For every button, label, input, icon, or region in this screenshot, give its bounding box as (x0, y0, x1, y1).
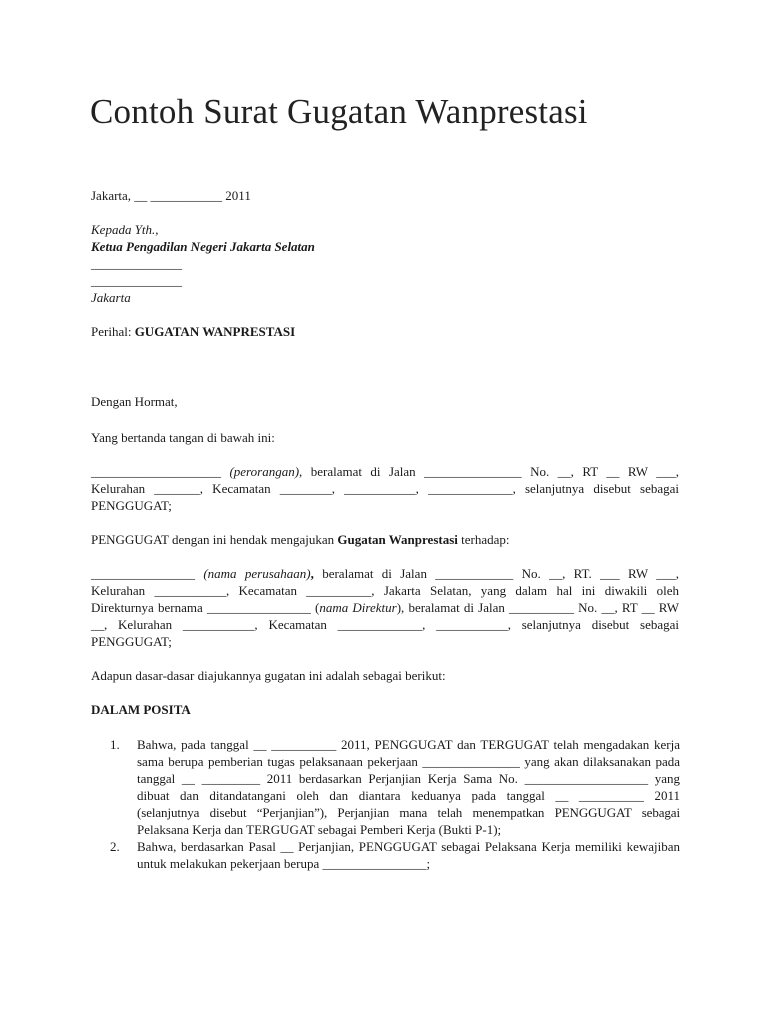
posita-1-line-5: (selanjutnya disebut “Perjanjian”), Perjanjian mana telah menempatkan PENGGUGAT sebagai (137, 805, 680, 820)
plaintiff-line-1: ____________________ (perorangan), beralamat di Jalan _______________ No. __, RT __ RW ___, (91, 464, 680, 479)
plaintiff-paragraph (91, 463, 679, 514)
section-heading (91, 701, 679, 718)
claim-bold: Gugatan Wanprestasi (337, 532, 458, 547)
recipient-block (91, 221, 679, 306)
defendant-paragraph (91, 565, 679, 650)
recipient-salutation: Kepada Yth., (91, 222, 159, 237)
claim-line (91, 531, 679, 548)
defendant-line-5: PENGGUGAT; (91, 634, 172, 649)
posita-2-line-1: Bahwa, berdasarkan Pasal __ Perjanjian, PENGGUGAT sebagai Pelaksana Kerja memiliki kewajiban (137, 839, 680, 854)
list-item-number: 2. (110, 839, 120, 854)
defendant-line-1: ________________ (nama perusahaan), beralamat di Jalan ____________ No. __, RT. ___ RW ___, (91, 566, 680, 581)
defendant-line-4: __, Kelurahan ___________, Kecamatan _____________, ___________, selanjutnya disebut sebagai (91, 617, 679, 632)
list-item-number: 1. (110, 737, 120, 752)
recipient-blank-1: ______________ (91, 256, 182, 271)
claim-pre: PENGGUGAT dengan ini hendak mengajukan (91, 532, 338, 547)
recipient-city: Jakarta (91, 290, 131, 305)
posita-1-line-2: sama berupa pemberian tugas pelaksanaan pekerjaan _______________ yang akan dilaksanakan pada (137, 754, 680, 769)
defendant-line-3: Direkturnya bernama ________________ (nama Direktur), beralamat di Jalan __________ No. __, RT __ RW (91, 600, 680, 615)
posita-1-line-4: dibuat dan ditandatangani oleh dan diantara keduanya pada tanggal __ __________ 2011 (137, 788, 680, 803)
greeting-text: Dengan Hormat, (91, 394, 178, 409)
section-heading-text: DALAM POSITA (91, 702, 191, 717)
document-title: Contoh Surat Gugatan Wanprestasi (90, 92, 588, 131)
posita-1-line-1: Bahwa, pada tanggal __ __________ 2011, PENGGUGAT dan TERGUGAT telah mengadakan kerja (137, 737, 680, 752)
plaintiff-line-2: Kelurahan _______, Kecamatan ________, ___________, _____________, selanjutnya disebut sebagai (91, 481, 679, 496)
claim-post: terhadap: (457, 532, 510, 547)
list-item (110, 736, 680, 841)
recipient-name: Ketua Pengadilan Negeri Jakarta Selatan (91, 239, 315, 254)
subject-line (91, 323, 679, 340)
date-text: Jakarta, __ ___________ 2011 (91, 188, 251, 203)
subject-value: GUGATAN WANPRESTASI (134, 324, 296, 339)
defendant-line-2: Kelurahan ___________, Kecamatan __________, Jakarta Selatan, yang dalam hal ini diwakili oleh (91, 583, 679, 598)
list-item (110, 838, 680, 878)
list-item-body (137, 736, 680, 838)
basis-text: Adapun dasar-dasar diajukannya gugatan ini adalah sebagai berikut: (91, 668, 446, 683)
plaintiff-line-3: PENGGUGAT; (91, 498, 172, 513)
date-line (91, 187, 679, 204)
intro-text: Yang bertanda tangan di bawah ini: (91, 430, 275, 445)
posita-2-line-2: untuk melakukan pekerjaan berupa ________________; (137, 856, 431, 871)
greeting (91, 393, 679, 410)
list-item-body (137, 838, 680, 872)
basis-line (91, 667, 679, 684)
subject-label: Perihal: (91, 324, 135, 339)
recipient-blank-2: ______________ (91, 273, 182, 288)
intro (91, 429, 679, 446)
posita-1-line-6: Pelaksana Kerja dan TERGUGAT sebagai Pemberi Kerja (Bukti P-1); (137, 822, 502, 837)
posita-1-line-3: tanggal __ _________ 2011 berdasarkan Perjanjian Kerja Sama No. ___________________ yang (137, 771, 680, 786)
